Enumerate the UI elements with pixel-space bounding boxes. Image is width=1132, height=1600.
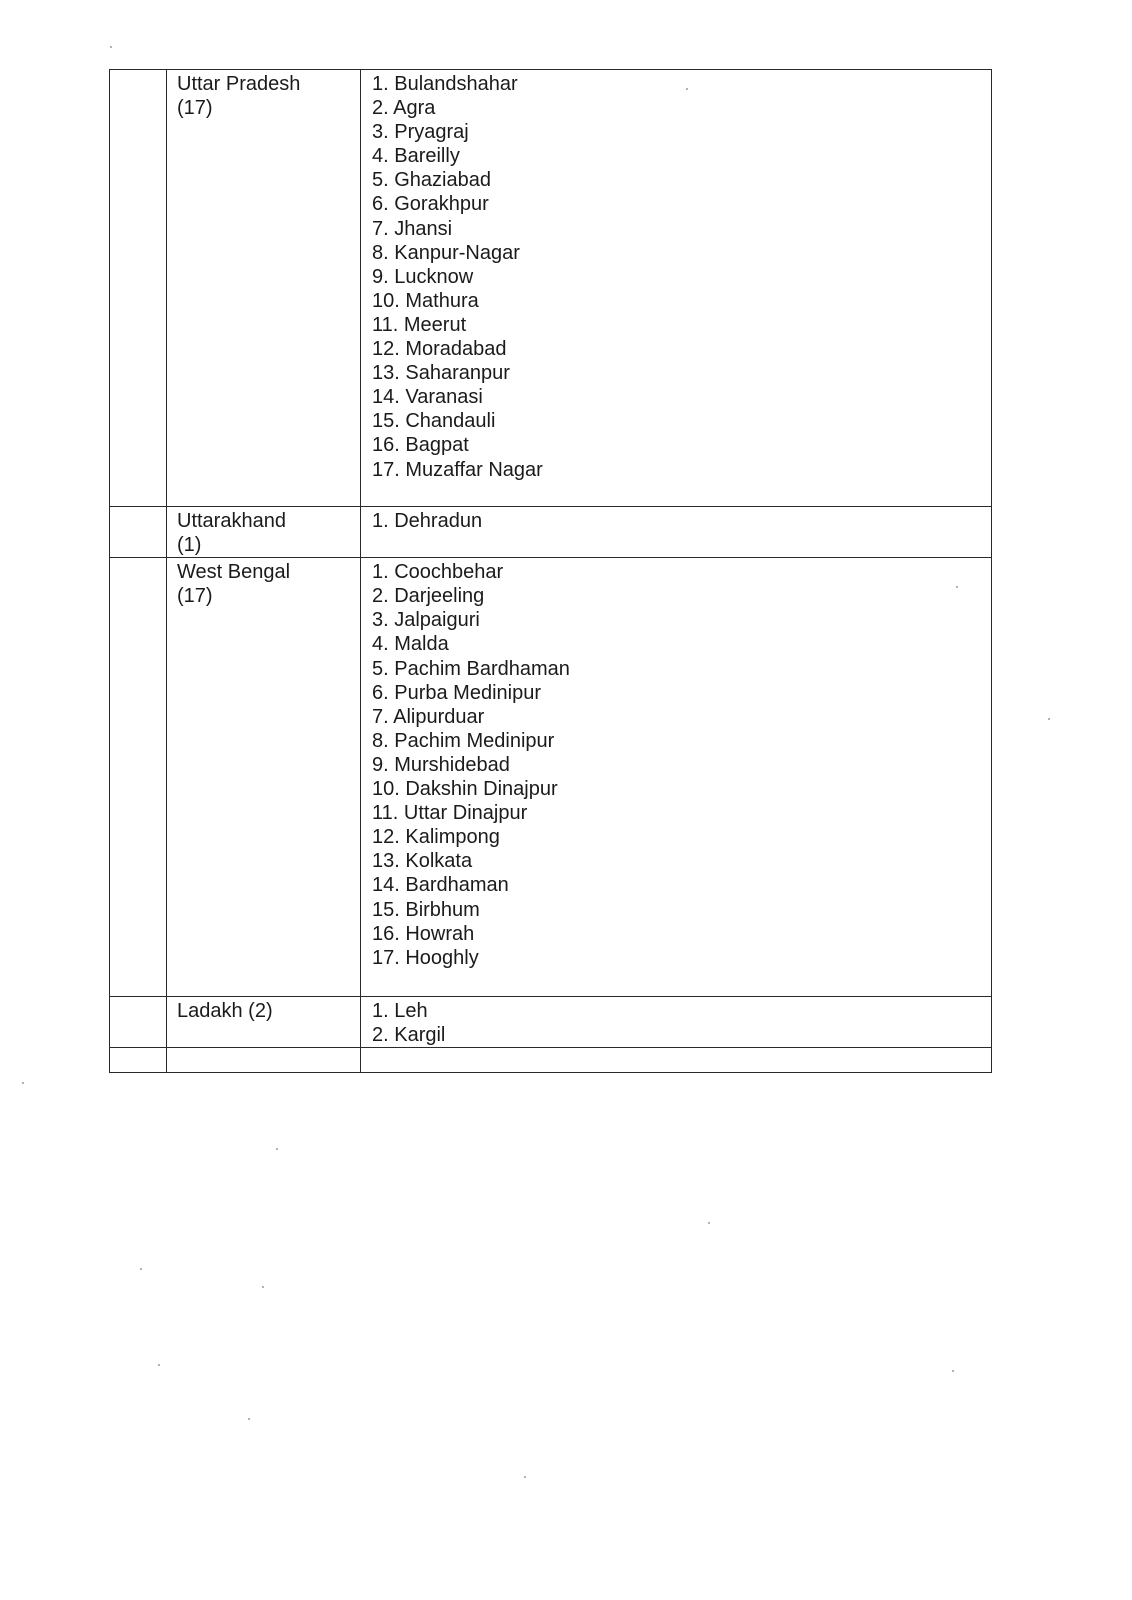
district-item: 2. Kargil xyxy=(372,1024,446,1047)
district-item: 16. Bagpat xyxy=(372,434,469,457)
state-cell xyxy=(167,70,361,507)
district-table xyxy=(109,69,992,1073)
district-item: 4. Bareilly xyxy=(372,145,460,168)
district-item: 12. Kalimpong xyxy=(372,826,500,849)
districts-cell xyxy=(361,558,992,997)
district-item: 1. Dehradun xyxy=(372,510,483,532)
district-item: 11. Meerut xyxy=(372,313,467,336)
district-item: 2. Agra xyxy=(372,97,436,120)
scan-speck xyxy=(110,46,112,48)
state-count: (17) xyxy=(177,97,213,120)
district-item: 6. Gorakhpur xyxy=(372,193,489,216)
district-item: 1. Leh xyxy=(372,1000,428,1023)
district-item: 13. Kolkata xyxy=(372,850,473,873)
table-row-uttar-pradesh xyxy=(110,70,992,507)
table-row-ladakh xyxy=(110,997,992,1048)
districts-cell xyxy=(361,70,992,507)
serial-cell xyxy=(110,997,167,1048)
serial-cell xyxy=(110,70,167,507)
scan-speck xyxy=(158,1364,160,1366)
district-item: 14. Bardhaman xyxy=(372,874,509,897)
district-item: 8. Pachim Medinipur xyxy=(372,729,555,752)
district-item: 11. Uttar Dinajpur xyxy=(372,802,528,825)
district-list xyxy=(361,997,991,1047)
districts-cell xyxy=(361,507,992,558)
scan-speck xyxy=(262,1286,264,1288)
district-item: 14. Varanasi xyxy=(372,386,483,409)
scan-speck xyxy=(276,1148,278,1150)
district-list xyxy=(361,70,991,482)
district-list xyxy=(361,507,991,533)
district-item: 9. Murshidebad xyxy=(372,753,510,776)
table-row-empty xyxy=(110,1048,992,1073)
state-count: (1) xyxy=(177,534,202,557)
scan-speck xyxy=(956,586,958,588)
state-cell xyxy=(167,558,361,997)
district-item: 2. Darjeeling xyxy=(372,585,485,608)
state-name: Uttar Pradesh xyxy=(177,73,301,95)
district-item: 7. Alipurduar xyxy=(372,705,485,728)
district-item: 5. Ghaziabad xyxy=(372,169,491,192)
scan-speck xyxy=(524,1476,526,1478)
districts-cell xyxy=(361,997,992,1048)
district-item: 10. Dakshin Dinajpur xyxy=(372,778,558,801)
scan-speck xyxy=(708,1222,710,1224)
district-item: 1. Coochbehar xyxy=(372,561,504,584)
scan-speck xyxy=(1048,718,1050,720)
district-item: 17. Hooghly xyxy=(372,946,479,969)
table-row-west-bengal xyxy=(110,558,992,997)
scan-speck xyxy=(22,1082,24,1084)
district-item: 13. Saharanpur xyxy=(372,362,510,385)
district-item: 3. Jalpaiguri xyxy=(372,609,480,632)
district-item: 15. Chandauli xyxy=(372,410,496,433)
district-list xyxy=(361,558,991,970)
state-name: Ladakh (2) xyxy=(177,1000,273,1023)
district-item: 7. Jhansi xyxy=(372,217,453,240)
district-item: 6. Purba Medinipur xyxy=(372,681,541,704)
serial-cell xyxy=(110,1048,167,1073)
district-item: 3. Pryagraj xyxy=(372,121,469,144)
state-cell xyxy=(167,1048,361,1073)
serial-cell xyxy=(110,507,167,558)
district-item: 8. Kanpur-Nagar xyxy=(372,241,520,264)
scan-speck xyxy=(140,1268,142,1270)
district-item: 4. Malda xyxy=(372,633,449,656)
state-cell xyxy=(167,997,361,1048)
scan-speck xyxy=(952,1370,954,1372)
state-count: (17) xyxy=(177,585,213,608)
district-item: 5. Pachim Bardhaman xyxy=(372,657,570,680)
district-item: 15. Birbhum xyxy=(372,898,480,921)
district-item: 1. Bulandshahar xyxy=(372,73,518,95)
district-item: 17. Muzaffar Nagar xyxy=(372,458,543,481)
district-item: 9. Lucknow xyxy=(372,265,474,288)
state-cell xyxy=(167,507,361,558)
districts-cell xyxy=(361,1048,992,1073)
scan-speck xyxy=(248,1418,250,1420)
district-item: 16. Howrah xyxy=(372,922,475,945)
state-name: West Bengal xyxy=(177,561,291,584)
district-item: 10. Mathura xyxy=(372,289,479,312)
state-name: Uttarakhand xyxy=(177,510,286,532)
table-row-uttarakhand xyxy=(110,507,992,558)
serial-cell xyxy=(110,558,167,997)
district-item: 12. Moradabad xyxy=(372,338,507,361)
scan-speck xyxy=(686,88,688,90)
